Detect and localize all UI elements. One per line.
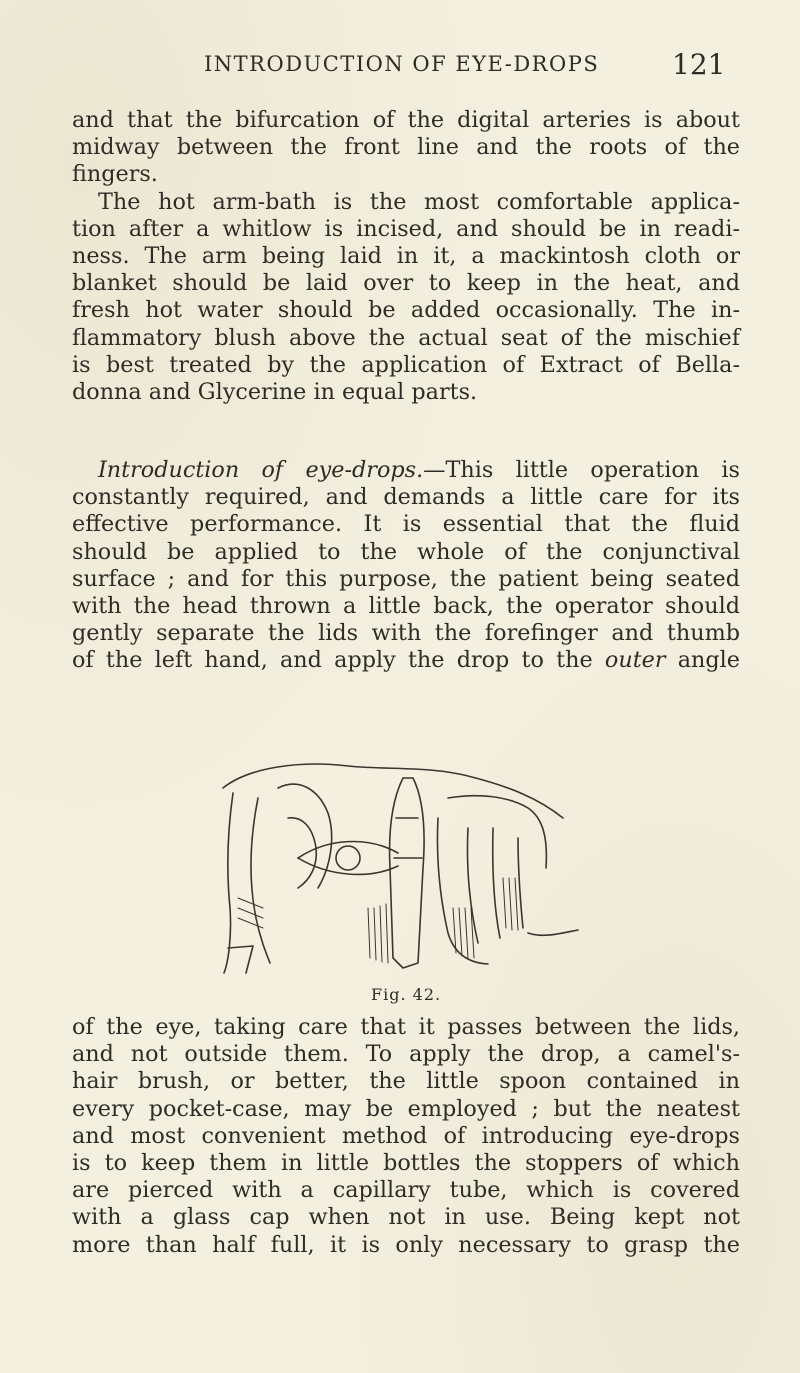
dropper-bottle [390,778,425,968]
eye-dropper-illustration [218,758,588,978]
text-line: with a glass cap when not in use. Being kept not [72,1204,740,1231]
running-title: INTRODUCTION OF EYE-DROPS [204,52,600,76]
left-finger-outline [224,793,233,973]
text-line: flammatory blush above the actual seat of the mischief [72,324,740,351]
paragraph-block-1 [72,107,740,406]
text-line: with the head thrown a little back, the operator should [72,593,740,620]
text-line: and not outside them. To apply the drop, a camel's- [72,1041,740,1068]
text-line: fresh hot water should be added occasionally. The in- [72,297,740,324]
hand-with-dropper-drawing [218,758,588,978]
text-line: hair brush, or better, the little spoon contained in [72,1068,740,1095]
paragraph-block-2 [72,457,740,675]
text-line: every pocket-case, may be employed ; but the neatest [72,1095,740,1122]
text-line: and that the bifurcation of the digital arteries is about [72,107,740,133]
text-line [72,647,740,674]
iris [336,846,360,870]
right-hand-outline [448,796,546,868]
text-line: effective performance. It is essential that the fluid [72,511,740,538]
text-line: tion after a whitlow is incised, and should be in readi- [72,215,740,242]
text-line: midway between the front line and the roots of the [72,134,740,161]
italic-word: outer [604,647,666,674]
text-line [72,457,740,484]
text-line: gently separate the lids with the forefinger and thumb [72,620,740,647]
text-line: fingers. [72,161,158,188]
text-line: blanket should be laid over to keep in the heat, and [72,270,740,297]
figure-caption: Fig. 42. [371,985,442,1004]
text-line: is to keep them in little bottles the stoppers of which [72,1150,740,1177]
text-line: are pierced with a capillary tube, which is covered [72,1177,740,1204]
text-line: constantly required, and demands a little care for its [72,484,740,511]
text-line: of the eye, taking care that it passes between the lids, [72,1014,740,1040]
text-line: and most convenient method of introducing eye-drops [72,1122,740,1149]
text-line: donna and Glycerine in equal parts. [72,379,478,406]
paragraph-block-3 [72,1014,740,1259]
wrist-line [528,930,578,935]
text-line: surface ; and for this purpose, the patient being seated [72,565,740,592]
upper-lid [298,842,398,858]
heading-rest: —This little operation is [423,457,740,483]
text-line: The hot arm-bath is the most comfortable applica- [98,188,740,215]
text-line: ness. The arm being laid in it, a mackintosh cloth or [72,243,740,270]
text-line: should be applied to the whole of the conjunctival [72,538,740,565]
page-number: 121 [672,48,726,81]
text-line: is best treated by the application of Extract of Bella- [72,351,740,378]
section-heading: Introduction of eye-drops. [98,457,424,483]
text-line: more than half full, it is only necessary to grasp the [72,1231,740,1258]
line-end: angle [665,647,740,674]
line-start: of the left hand, and apply the drop to the [72,647,605,674]
thumb-outline [278,784,332,888]
